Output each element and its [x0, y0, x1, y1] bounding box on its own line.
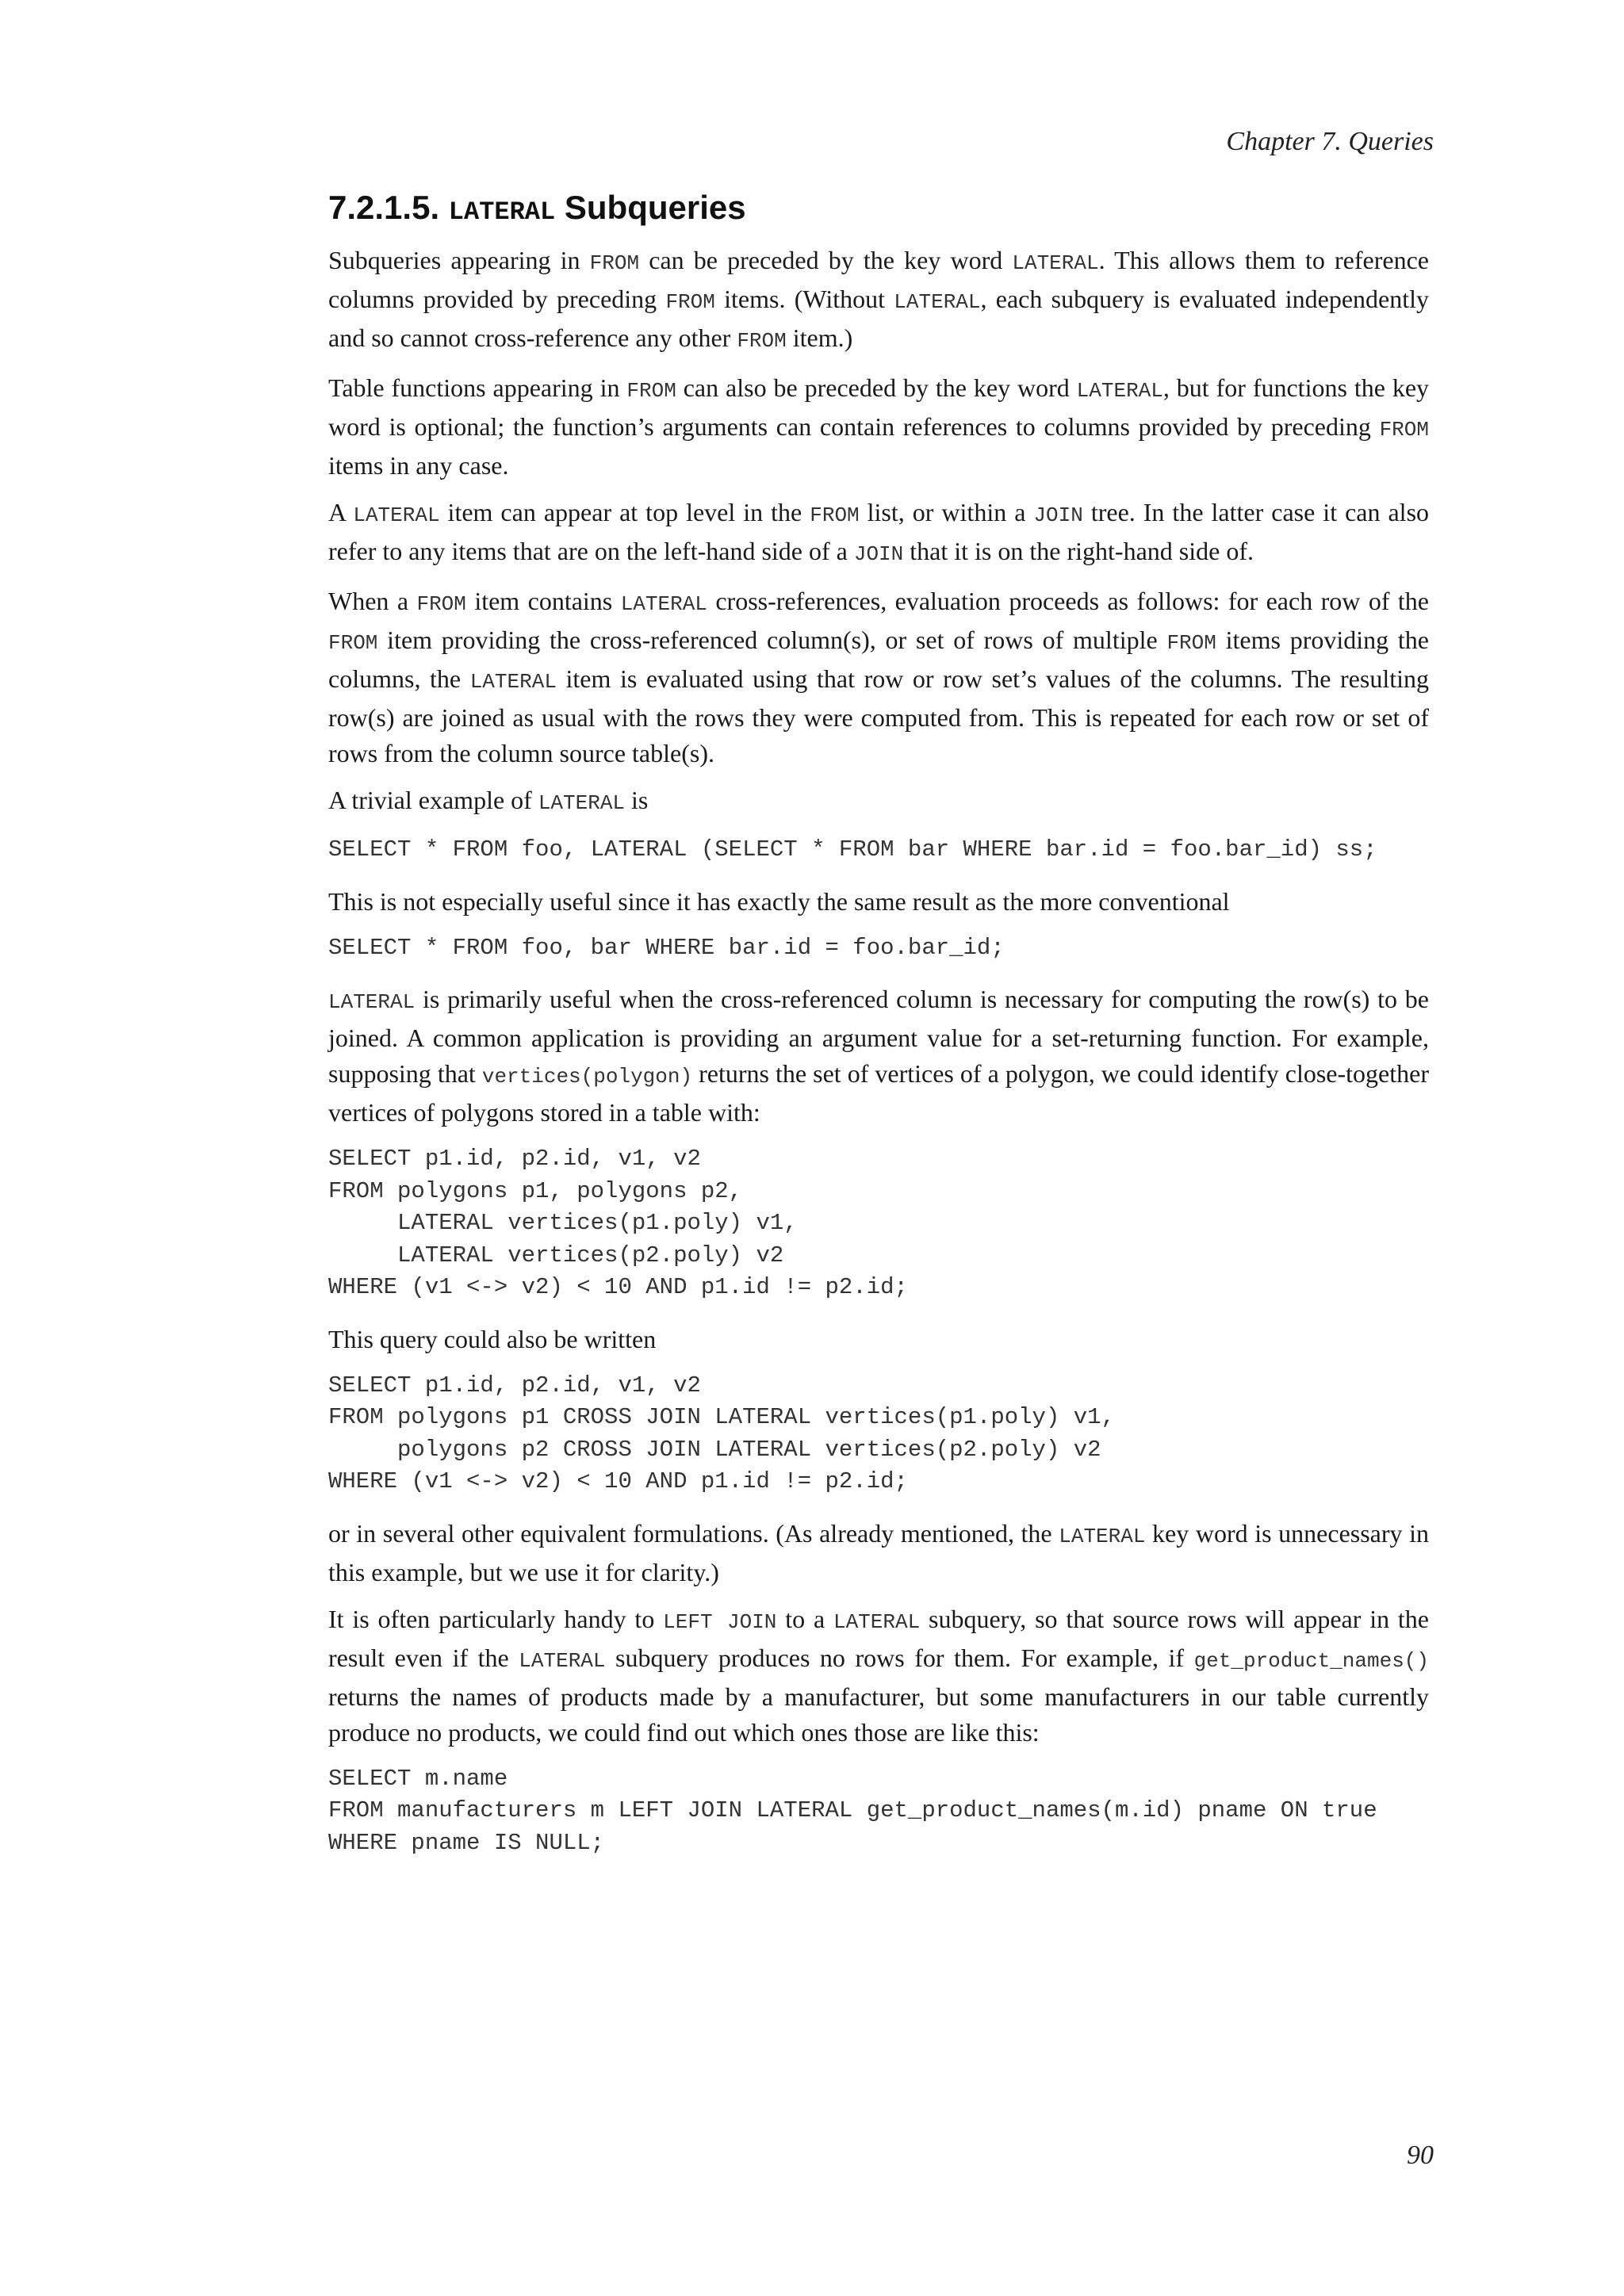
text-run: item can appear at top level in the — [439, 498, 810, 526]
inline-code: LATERAL — [894, 290, 981, 314]
text-run: A — [328, 498, 354, 526]
text-run: item is evaluated using that row or row set’s values of the columns. The resulting row(s) are joined as usual with the rows they were computed from. This is repeated for each row or set of rows from the column source table(s). — [328, 664, 1430, 767]
code-block: SELECT p1.id, p2.id, v1, v2 FROM polygons p1, polygons p2, LATERAL vertices(p1.poly) v1, LATERAL vertices(p2.poly) v2 WHERE (v1 <-> v2) < 10 AND p1.id != p2.id; — [328, 1146, 908, 1300]
text-run: cross-references, evaluation proceeds as follows: for each row of the — [707, 587, 1430, 615]
text-run: returns the set of vertices of a polygon, we could identify close-together vertices of polygons stored in a table with: — [328, 1059, 1430, 1127]
inline-code: LATERAL — [353, 503, 440, 527]
text-run: This is not especially useful since it has exactly the same result as the more conventional — [328, 886, 1230, 916]
text-run: subquery, so that source rows will appear in the result even if the — [328, 1604, 1430, 1672]
text-run: , but for functions the key word is optional; the function’s arguments can contain references to columns provided by preceding — [328, 373, 1430, 441]
paragraph — [328, 495, 1429, 572]
section-heading — [328, 189, 1429, 227]
inline-code: LATERAL — [620, 592, 707, 616]
code-block: SELECT * FROM foo, LATERAL (SELECT * FROM bar WHERE bar.id = foo.bar_id) ss; — [328, 836, 1377, 863]
paragraph — [328, 584, 1429, 771]
inline-code: LATERAL — [469, 670, 557, 694]
paragraph — [328, 884, 1429, 920]
text-run: item providing the cross-referenced column(s), or set of rows of multiple — [377, 626, 1167, 654]
inline-code: vertices(polygon) — [481, 1065, 693, 1089]
text-run: Subqueries appearing in — [328, 246, 590, 274]
text-run: When a — [328, 587, 417, 615]
section-keyword: LATERAL — [448, 197, 556, 227]
text-run: . This allows them to reference columns provided by preceding — [328, 246, 1429, 313]
inline-code: LEFT JOIN — [663, 1609, 777, 1634]
inline-code: JOIN — [1033, 503, 1083, 527]
page-content — [328, 189, 1429, 1877]
text-run: items. (Without — [714, 285, 894, 313]
text-run: Table functions appearing in — [328, 373, 627, 402]
inline-code: LATERAL — [1059, 1524, 1146, 1548]
inline-code: FROM — [589, 251, 640, 275]
page-number: 90 — [1407, 2141, 1434, 2170]
code-block: SELECT p1.id, p2.id, v1, v2 FROM polygons p1 CROSS JOIN LATERAL vertices(p1.poly) v1, polygons p2 CROSS JOIN LATERAL vertices(p2.poly) v2 WHERE (v1 <-> v2) < 10 AND p1.id != p2.id; — [328, 1372, 1115, 1494]
inline-code: FROM — [1166, 631, 1216, 655]
text-run: is primarily useful when the cross-referenced column is necessary for computing the row(s) to be joined. A common application is providing an argument value for a set-returning function. For example, supposing that — [328, 985, 1429, 1088]
inline-code: LATERAL — [1012, 251, 1099, 275]
text-run: A trivial example of — [328, 786, 538, 814]
running-header: Chapter 7. Queries — [1226, 127, 1434, 156]
inline-code: LATERAL — [538, 791, 626, 815]
paragraph — [328, 370, 1429, 484]
text-run: can also be preceded by the key word — [676, 373, 1077, 402]
inline-code: JOIN — [853, 542, 904, 566]
text-run: or in several other equivalent formulations. (As already mentioned, the — [328, 1518, 1059, 1548]
inline-code: LATERAL — [328, 990, 416, 1014]
inline-code: FROM — [328, 631, 378, 655]
paragraph — [328, 783, 1429, 821]
paragraph — [328, 1601, 1429, 1751]
text-run: is — [625, 786, 649, 814]
inline-code: FROM — [737, 329, 787, 353]
text-run: to a — [776, 1604, 833, 1633]
text-run: items providing the columns, the — [328, 626, 1430, 693]
inline-code: get_product_names() — [1193, 1648, 1430, 1673]
paragraph — [328, 982, 1429, 1131]
text-run: list, or within a — [859, 498, 1034, 526]
text-run: item contains — [465, 587, 621, 615]
text-run: , each subquery is evaluated independently and so cannot cross-reference any other — [328, 285, 1430, 352]
text-run: This query could also be written — [328, 1324, 657, 1353]
inline-code: FROM — [416, 592, 466, 616]
text-run: subquery produces no rows for them. For example, if — [605, 1643, 1194, 1672]
inline-code: FROM — [1379, 418, 1429, 442]
code-block: SELECT m.name FROM manufacturers m LEFT JOIN LATERAL get_product_names(m.id) pname ON true WHERE pname IS NULL; — [328, 1765, 1377, 1856]
text-run: that it is on the right-hand side of. — [903, 537, 1254, 565]
inline-code: FROM — [810, 503, 860, 527]
text-run: items in any case. — [328, 451, 509, 480]
inline-code: FROM — [626, 379, 676, 403]
inline-code: LATERAL — [1076, 379, 1163, 403]
inline-code: FROM — [665, 290, 715, 314]
paragraph — [328, 1516, 1429, 1590]
text-run: It is often particularly handy to — [328, 1604, 664, 1633]
text-run: can be preceded by the key word — [639, 246, 1013, 274]
paragraph — [328, 1322, 1429, 1357]
section-number: 7.2.1.5. — [328, 189, 440, 226]
paragraph — [328, 243, 1429, 359]
inline-code: LATERAL — [519, 1648, 606, 1673]
inline-code: LATERAL — [833, 1609, 921, 1634]
text-run: tree. In the latter case it can also refer to any items that are on the left-hand side of a — [328, 498, 1430, 565]
text-run: item.) — [786, 323, 853, 352]
text-run: key word is unnecessary in this example, but we use it for clarity.) — [328, 1518, 1430, 1586]
text-run: returns the names of products made by a manufacturer, but some manufacturers in our table currently produce no products, we could find out which ones those are like this: — [328, 1682, 1429, 1747]
code-block: SELECT * FROM foo, bar WHERE bar.id = foo.bar_id; — [328, 934, 1005, 961]
section-title-text: Subqueries — [564, 189, 746, 226]
